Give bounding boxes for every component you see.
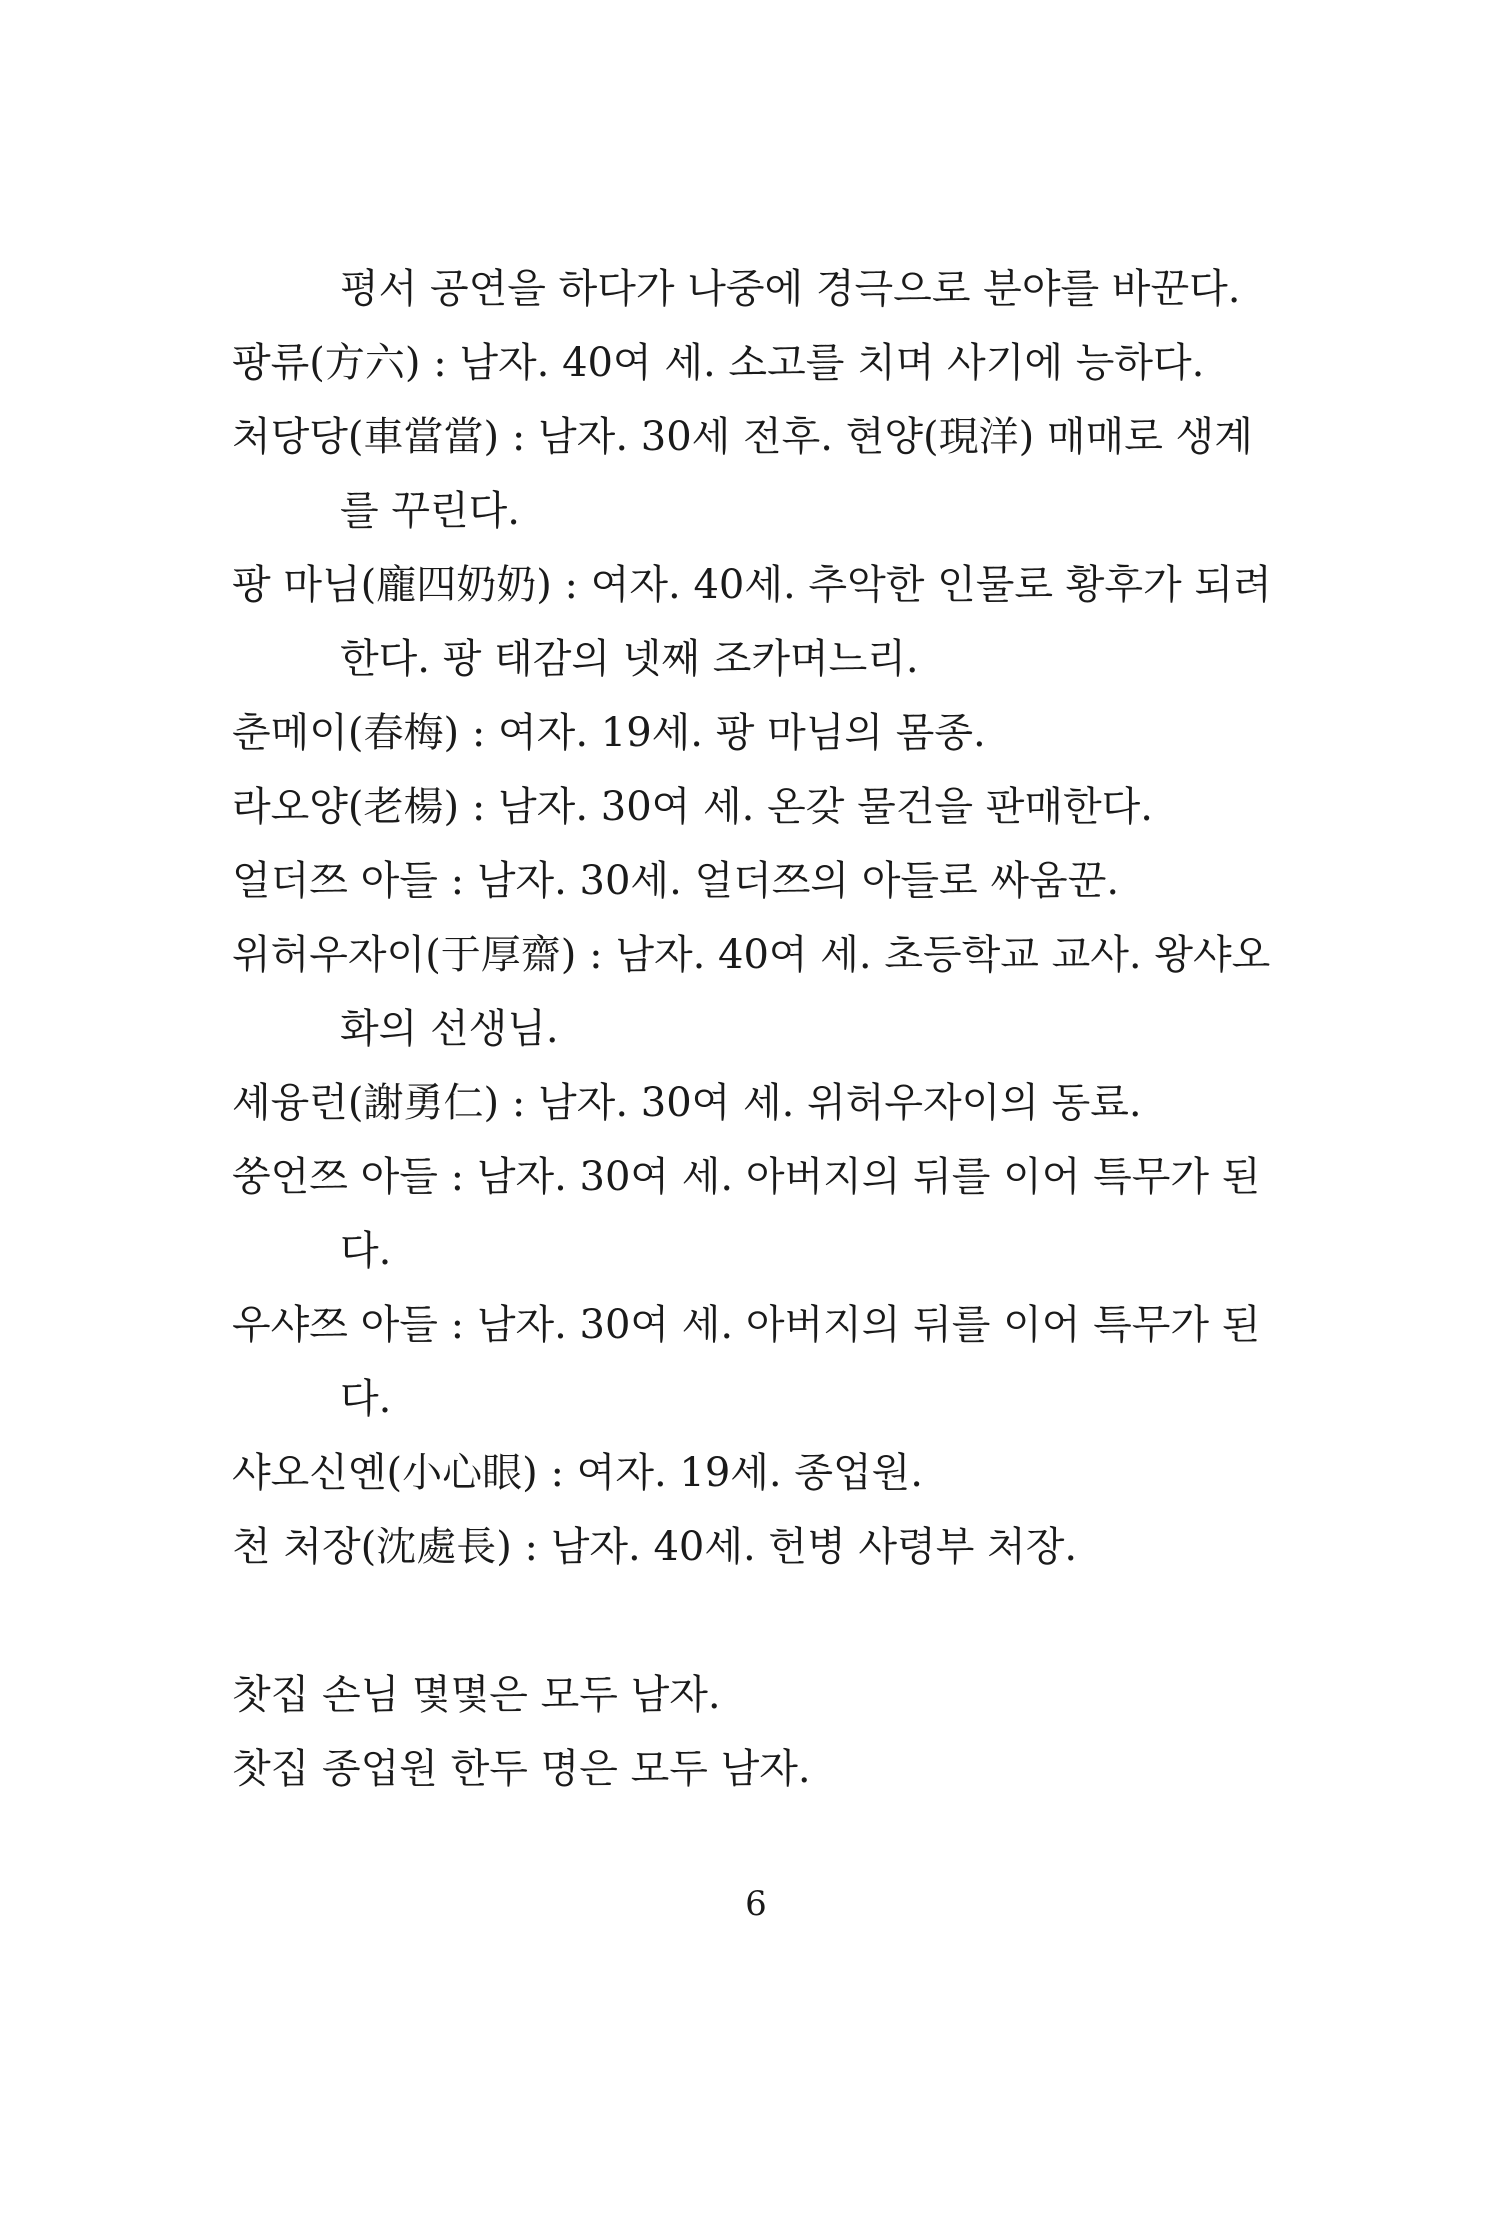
character-entry-fang-liu: 팡류(方六) : 남자. 40여 세. 소고를 치며 사기에 능하다. <box>232 340 1205 386</box>
character-entry-che-dangdang: 처당당(車當當) : 남자. 30세 전후. 현양(現洋) 매매로 생계 <box>232 414 1253 460</box>
character-entry-xiao-xinyan: 샤오신옌(小心眼) : 여자. 19세. 종업원. <box>232 1450 923 1496</box>
character-list <box>232 252 1292 1806</box>
page-number: 6 <box>745 1884 767 1924</box>
paragraph-gap <box>232 1584 1292 1658</box>
character-entry-song-enzi-son: 쑹언쯔 아들 : 남자. 30여 세. 아버지의 뒤를 이어 특무가 된 <box>232 1154 1261 1200</box>
character-entry-che-dangdang-cont: 를 꾸린다. <box>340 488 520 534</box>
character-entry-chunmei: 춘메이(春梅) : 여자. 19세. 팡 마님의 몸종. <box>232 710 986 756</box>
character-entry-madam-pang-cont: 한다. 팡 태감의 넷째 조카며느리. <box>340 636 919 682</box>
character-entry-shen-chuzhang: 천 처장(沈處長) : 남자. 40세. 헌병 사령부 처장. <box>232 1524 1078 1570</box>
character-entry-wu-xiazi-son-cont: 다. <box>340 1376 392 1422</box>
paragraph-continuation: 평서 공연을 하다가 나중에 경극으로 분야를 바꾼다. <box>340 266 1241 312</box>
character-entry-yu-houzhai-cont: 화의 선생님. <box>340 1006 559 1052</box>
character-entry-erdezi-son: 얼더쯔 아들 : 남자. 30세. 얼더쯔의 아들로 싸움꾼. <box>232 858 1120 904</box>
note-teahouse-staff: 찻집 종업원 한두 명은 모두 남자. <box>232 1746 811 1792</box>
character-entry-madam-pang: 팡 마님(龐四奶奶) : 여자. 40세. 추악한 인물로 황후가 되려 <box>232 562 1272 608</box>
character-entry-yu-houzhai: 위허우자이(于厚齋) : 남자. 40여 세. 초등학교 교사. 왕샤오 <box>232 932 1271 978</box>
note-teahouse-guests: 찻집 손님 몇몇은 모두 남자. <box>232 1672 721 1718</box>
character-entry-xie-yongren: 셰융런(謝勇仁) : 남자. 30여 세. 위허우자이의 동료. <box>232 1080 1142 1126</box>
character-entry-laoyang: 라오양(老楊) : 남자. 30여 세. 온갖 물건을 판매한다. <box>232 784 1153 830</box>
character-entry-song-enzi-son-cont: 다. <box>340 1228 392 1274</box>
character-entry-wu-xiazi-son: 우샤쯔 아들 : 남자. 30여 세. 아버지의 뒤를 이어 특무가 된 <box>232 1302 1261 1348</box>
